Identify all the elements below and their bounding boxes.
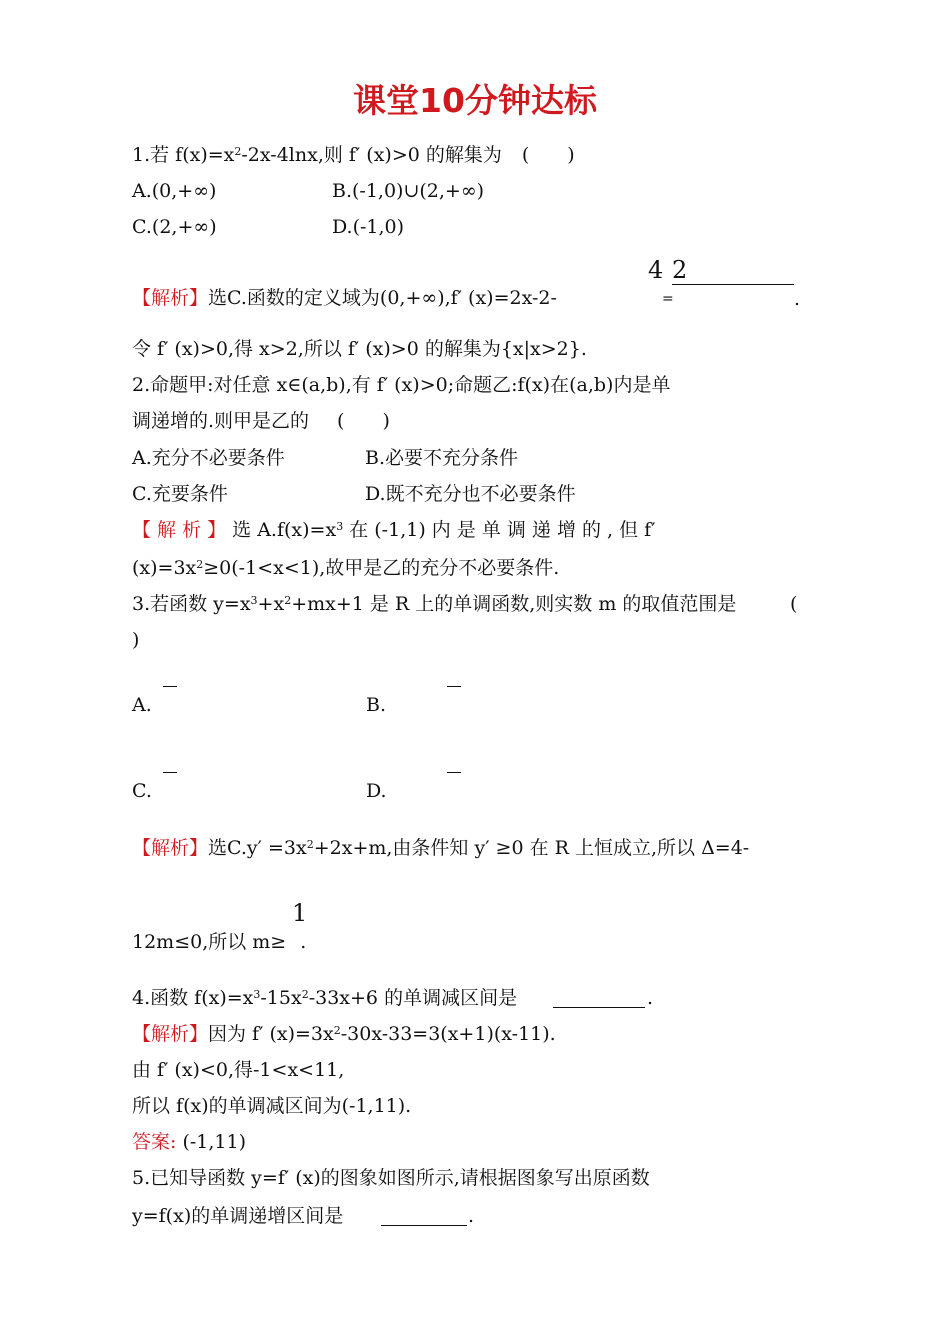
q1-option-d: D.(-1,0)	[332, 216, 405, 238]
q3-option-a: A.	[132, 694, 152, 716]
q2-analysis-l1-a: 选 A.f(x)=x	[226, 519, 337, 541]
q1-stem	[132, 143, 575, 167]
q1-paren: ( )	[521, 144, 575, 166]
q3-option-d-bar	[447, 772, 461, 773]
q4-answer	[132, 1130, 246, 1154]
analysis-label: 【 解 析 】	[132, 519, 227, 541]
analysis-label: 【解析】	[132, 287, 209, 309]
q2-analysis-l1-b: 在 (-1,1) 内 是 单 调 递 增 的 , 但 f′	[343, 519, 656, 541]
q2-stem-line1: 2.命题甲:对任意 x∈(a,b),有 f′ (x)>0;命题乙:f(x)在(a,b)内是单	[132, 374, 671, 396]
q3-l1-sup1: 3	[250, 594, 258, 607]
q1-analysis-line2: 令 f′ (x)>0,得 x>2,所以 f′ (x)>0 的解集为{x|x>2}.	[132, 338, 587, 360]
q4-answer-value: (-1,11)	[176, 1131, 246, 1153]
q5-answer-blank	[381, 1225, 467, 1226]
q3-analysis-line1	[132, 836, 749, 860]
q1-option-b: B.(-1,0)∪(2,+∞)	[332, 180, 485, 202]
q3-l1-c: +mx+1 是 R 上的单调函数,则实数 m 的取值范围是	[291, 593, 737, 615]
q3-option-a-bar	[163, 686, 177, 687]
analysis-label: 【解析】	[132, 837, 209, 859]
q3-option-b-bar	[447, 686, 461, 687]
q2-analysis-l2-sup: 2	[196, 558, 204, 571]
q3-fraction-numerator: 1	[292, 899, 308, 927]
q1-stem-sup: 2	[234, 145, 242, 158]
q1-analysis-text: 选C.函数的定义域为(0,+∞),f′ (x)=2x-2-	[208, 287, 557, 309]
answer-label: 答案:	[132, 1131, 177, 1153]
q2-option-c: C.充要条件	[132, 483, 228, 505]
q3-stem-line1	[132, 592, 736, 616]
q4-analysis-b: -30x-33=3(x+1)(x-11).	[340, 1023, 556, 1045]
q1-fraction-line	[672, 284, 794, 285]
q3-analysis-a: 选C.y′ =3x	[208, 837, 307, 859]
q4-stem	[132, 986, 517, 1010]
q3-analysis-line2	[132, 930, 306, 954]
q3-option-c: C.	[132, 780, 152, 802]
q4-answer-blank	[553, 1007, 645, 1008]
q3-analysis-sup: 2	[306, 838, 314, 851]
q1-fraction-numerator-2: 2	[672, 256, 688, 284]
q3-l1-a: 3.若函数 y=x	[132, 593, 251, 615]
q2-analysis-l2-b: ≥0(-1<x<1),故甲是乙的充分不必要条件.	[203, 557, 560, 579]
q2-analysis-line1	[132, 518, 656, 542]
q1-option-c: C.(2,+∞)	[132, 216, 217, 238]
q3-stem-line2: )	[132, 629, 140, 651]
q4-stem-sup2: 2	[301, 988, 309, 1001]
q2-paren: ( )	[337, 410, 390, 432]
q4-analysis-a: 因为 f′ (x)=3x	[208, 1023, 334, 1045]
q3-l1-b: +x	[257, 593, 285, 615]
page-title: 课堂10分钟达标	[353, 81, 597, 120]
analysis-label: 【解析】	[132, 1023, 209, 1045]
q5-stem-line1: 5.已知导函数 y=f′ (x)的图象如图所示,请根据图象写出原函数	[132, 1167, 650, 1189]
q4-stem-end: .	[647, 987, 654, 1009]
q3-option-b: B.	[366, 694, 387, 716]
q5-stem-end: .	[468, 1205, 475, 1227]
q1-analysis-period: .	[794, 288, 801, 310]
q1-stem-a: 1.若 f(x)=x	[132, 144, 235, 166]
q4-analysis-line2: 由 f′ (x)<0,得-1<x<11,	[132, 1059, 345, 1081]
q3-analysis-l2: 12m≤0,所以 m≥	[132, 931, 287, 953]
q3-l1-sup2: 2	[284, 594, 292, 607]
q2-stem-line2	[132, 409, 390, 433]
q2-analysis-line2	[132, 556, 559, 580]
q4-analysis-line1	[132, 1022, 556, 1046]
q2-analysis-l2-a: (x)=3x	[132, 557, 197, 579]
q3-analysis-b: +2x+m,由条件知 y′ ≥0 在 R 上恒成立,所以 Δ=4-	[313, 837, 750, 859]
q1-fraction-numerator-4: 4	[648, 256, 664, 284]
q4-analysis-sup: 2	[333, 1024, 341, 1037]
q3-option-c-bar	[163, 772, 177, 773]
q4-stem-c: -33x+6 的单调减区间是	[308, 987, 518, 1009]
q4-analysis-line3: 所以 f(x)的单调减区间为(-1,11).	[132, 1095, 412, 1117]
q3-paren-open: (	[790, 593, 798, 615]
q1-stem-b: -2x-4lnx,则 f′ (x)>0 的解集为	[241, 144, 502, 166]
q2-stem-line2-text: 调递增的.则甲是乙的	[132, 410, 310, 432]
q4-stem-b: -15x	[260, 987, 302, 1009]
q1-option-a: A.(0,+∞)	[132, 180, 217, 202]
q1-analysis-eq: =	[662, 291, 674, 307]
q4-stem-a: 4.函数 f(x)=x	[132, 987, 254, 1009]
q2-analysis-l1-sup: 3	[336, 520, 344, 533]
q3-analysis-l2-end: .	[300, 931, 307, 953]
q2-option-a: A.充分不必要条件	[132, 447, 285, 469]
q2-option-d: D.既不充分也不必要条件	[365, 483, 576, 505]
q3-option-d: D.	[366, 780, 387, 802]
q5-stem-line2: y=f(x)的单调递增区间是	[132, 1205, 344, 1227]
q2-option-b: B.必要不充分条件	[365, 447, 519, 469]
q1-analysis	[132, 286, 557, 310]
q4-stem-sup1: 3	[253, 988, 261, 1001]
